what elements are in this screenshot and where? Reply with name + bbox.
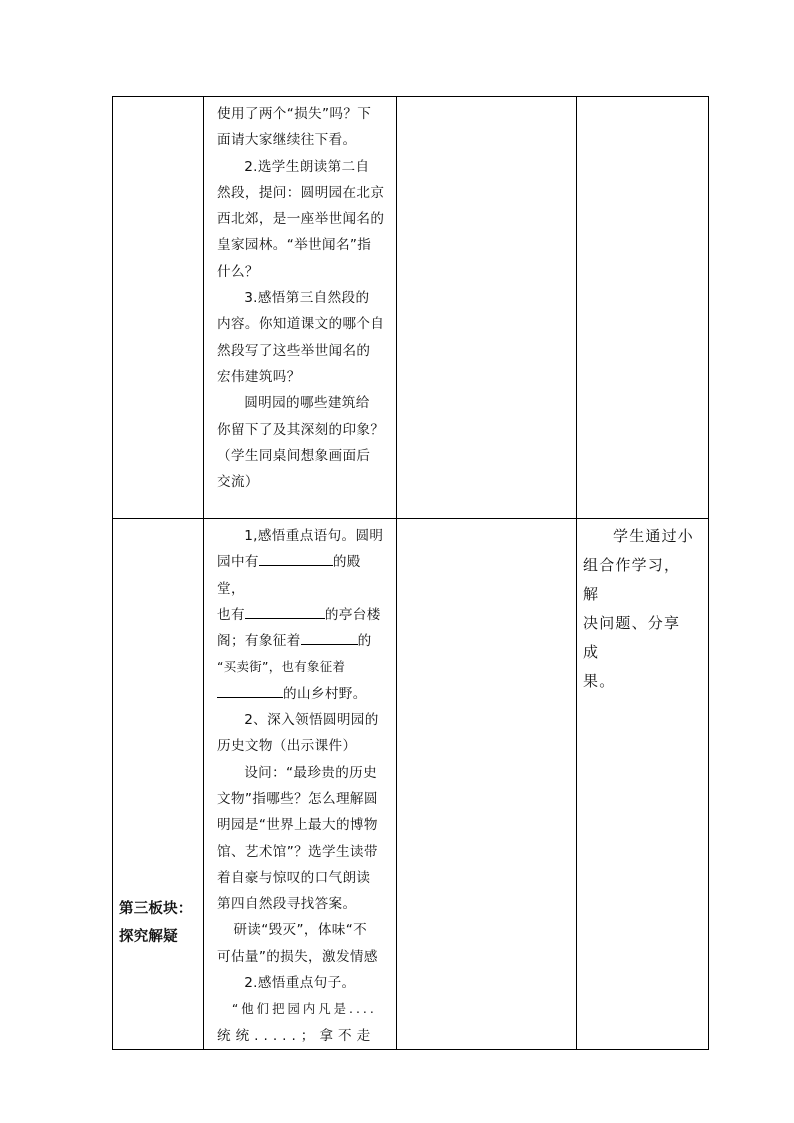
- student-activity-cell: [397, 97, 577, 519]
- text-line: 2.选学生朗读第二自: [244, 158, 370, 175]
- text-line: 使用了两个“损失”吗？下: [217, 106, 372, 122]
- note-line: 组合作学习，解: [583, 556, 681, 603]
- text-line: “买卖街”，也有象征着: [217, 659, 346, 675]
- text-line: 文物”指哪些？怎么理解圆: [217, 790, 378, 807]
- text-line: 园中有 的殿堂，: [217, 549, 386, 602]
- text-line: 圆明园的哪些建筑给: [244, 395, 370, 412]
- section-label: 第三板块：: [119, 900, 193, 917]
- design-intent-cell: [577, 97, 709, 519]
- text-line: 可估量”的损失，激发情感: [217, 948, 378, 965]
- fill-blank: [217, 681, 283, 698]
- text-line: “他们把园内凡是....: [231, 1001, 377, 1017]
- text-line: 然段写了这些举世闻名的: [217, 342, 371, 359]
- text-line: 3.感悟第三自然段的: [244, 290, 370, 307]
- fill-blank: [301, 628, 358, 645]
- text-line: 着自豪与惊叹的口气朗读: [217, 869, 371, 886]
- table-row: [113, 519, 709, 1050]
- section-cell-empty: [113, 97, 204, 519]
- text-line: 阁；有象征着 的: [217, 628, 386, 654]
- text-line: 交流）: [217, 474, 259, 491]
- text-line: 的山乡村野。: [217, 681, 386, 707]
- text-line: 你留下了及其深刻的印象？: [217, 421, 385, 438]
- text-line: 1,感悟重点语句。圆明: [244, 528, 384, 544]
- text-line: 内容。你知道课文的哪个自: [217, 316, 385, 333]
- fill-blank: [245, 602, 325, 619]
- section-cell: [113, 519, 204, 1050]
- teaching-process-cell: [204, 519, 397, 1050]
- text-line: 馆、艺术馆”？选学生读带: [217, 843, 378, 860]
- teaching-process-cell: [204, 97, 397, 519]
- text-line: 设问：“最珍贵的历史: [244, 764, 378, 781]
- fill-blank: [259, 549, 333, 566]
- text-line: 2、深入领悟圆明园的: [244, 712, 379, 729]
- student-activity-cell: [397, 519, 577, 1050]
- section-label: 探究解疑: [119, 928, 178, 945]
- design-intent-cell: [577, 519, 709, 1050]
- text-line: 2.感悟重点句子。: [244, 975, 356, 992]
- note-line: 决问题、分享成: [583, 614, 681, 661]
- text-line: 第四自然段寻找答案。: [217, 896, 357, 913]
- lesson-plan-table: [112, 96, 709, 1050]
- text-line: （学生同桌间想象画面后: [217, 447, 371, 464]
- text-line: 然段，提问：圆明园在北京: [217, 184, 385, 201]
- text-line: 西北郊，是一座举世闻名的: [217, 211, 385, 228]
- text-line: 皇家园林。“举世闻名”指: [217, 237, 372, 254]
- text-line: 也有 的亭台楼: [217, 602, 386, 628]
- text-line: 面请大家继续往下看。: [217, 132, 357, 149]
- text-line: 宏伟建筑吗？: [217, 368, 301, 385]
- table-row: [113, 97, 709, 519]
- text-line: 统统.....；拿不走: [217, 1027, 376, 1044]
- text-line: 明园是“世界上最大的博物: [217, 817, 378, 834]
- text-line: 历史文物（出示课件）: [217, 738, 357, 755]
- text-line: 研读“毁灭”，体味“不: [233, 922, 368, 939]
- note-line: 果。: [583, 672, 616, 690]
- note-line: 学生通过小: [613, 527, 695, 545]
- text-line: 什么？: [217, 263, 259, 280]
